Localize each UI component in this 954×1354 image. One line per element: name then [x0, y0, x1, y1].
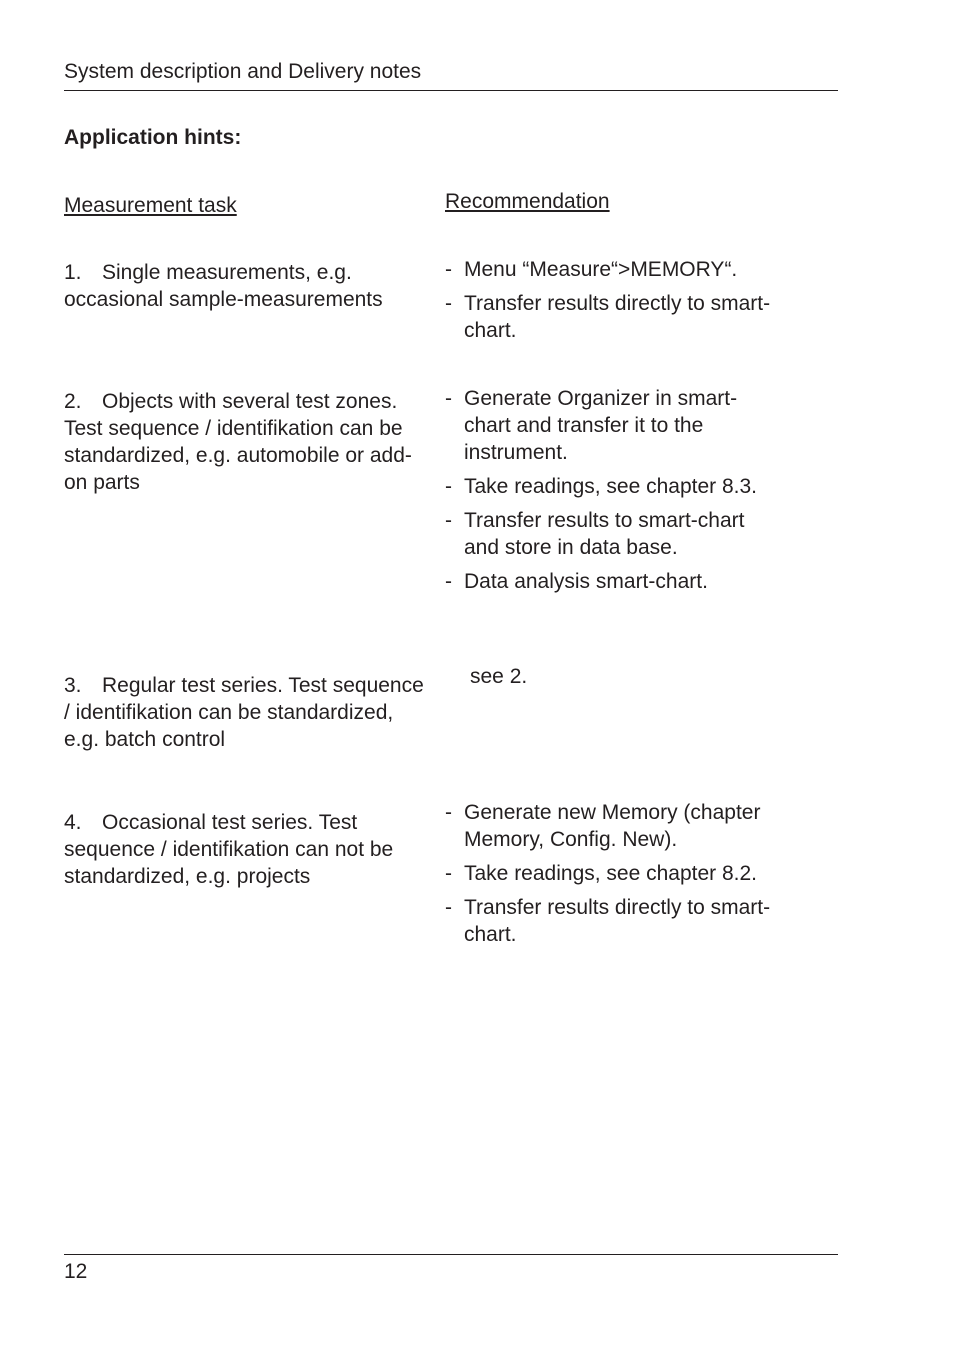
task-item [64, 672, 434, 753]
task-number: 1. [64, 261, 82, 284]
recommendation-item: - Take readings, see chapter 8.3. [445, 475, 758, 498]
task-text: Single measurements, e.g. occasional sample-measurements [64, 261, 383, 311]
recommendation-item: - Transfer results directly to smart-chart. [445, 896, 771, 946]
task-number: 4. [64, 811, 82, 834]
column-header-task: Measurement task [64, 194, 237, 217]
column-header-recommendation: Recommendation [445, 190, 610, 213]
recommendation-text: see 2. [470, 665, 528, 688]
page-number: 12 [64, 1260, 88, 1283]
recommendation-item: - Transfer results directly to smart-chart. [445, 292, 771, 342]
task-text: Objects with several test zones. Test sequence / identifikation can be standardized, e.g. automobile or add-on parts [64, 390, 412, 494]
recommendation-list [445, 385, 775, 602]
task-item [64, 259, 434, 313]
recommendation-item: - Generate new Memory (chapter Memory, Config. New). [445, 801, 761, 851]
section-title: Application hints: [64, 126, 242, 149]
task-item [64, 388, 434, 496]
task-text: Occasional test series. Test sequence / identifikation can not be standardized, e.g. projects [64, 811, 394, 888]
task-number: 3. [64, 674, 82, 697]
footer-rule [64, 1254, 838, 1255]
recommendation-item: - Data analysis smart-chart. [445, 570, 708, 593]
recommendation-item: - Transfer results to smart-chart and store in data base. [445, 509, 745, 559]
running-header: System description and Delivery notes [64, 60, 422, 83]
recommendation-item: - Generate Organizer in smart-chart and transfer it to the instrument. [445, 387, 738, 464]
recommendation-list [445, 256, 775, 351]
header-rule [64, 90, 838, 91]
recommendation-item: - Take readings, see chapter 8.2. [445, 862, 758, 885]
task-text: Regular test series. Test sequence / identifikation can be standardized, e.g. batch control [64, 674, 424, 751]
task-item [64, 809, 434, 890]
task-number: 2. [64, 390, 82, 413]
recommendation-list [445, 799, 775, 955]
recommendation-item: - Menu “Measure“>MEMORY“. [445, 258, 738, 281]
